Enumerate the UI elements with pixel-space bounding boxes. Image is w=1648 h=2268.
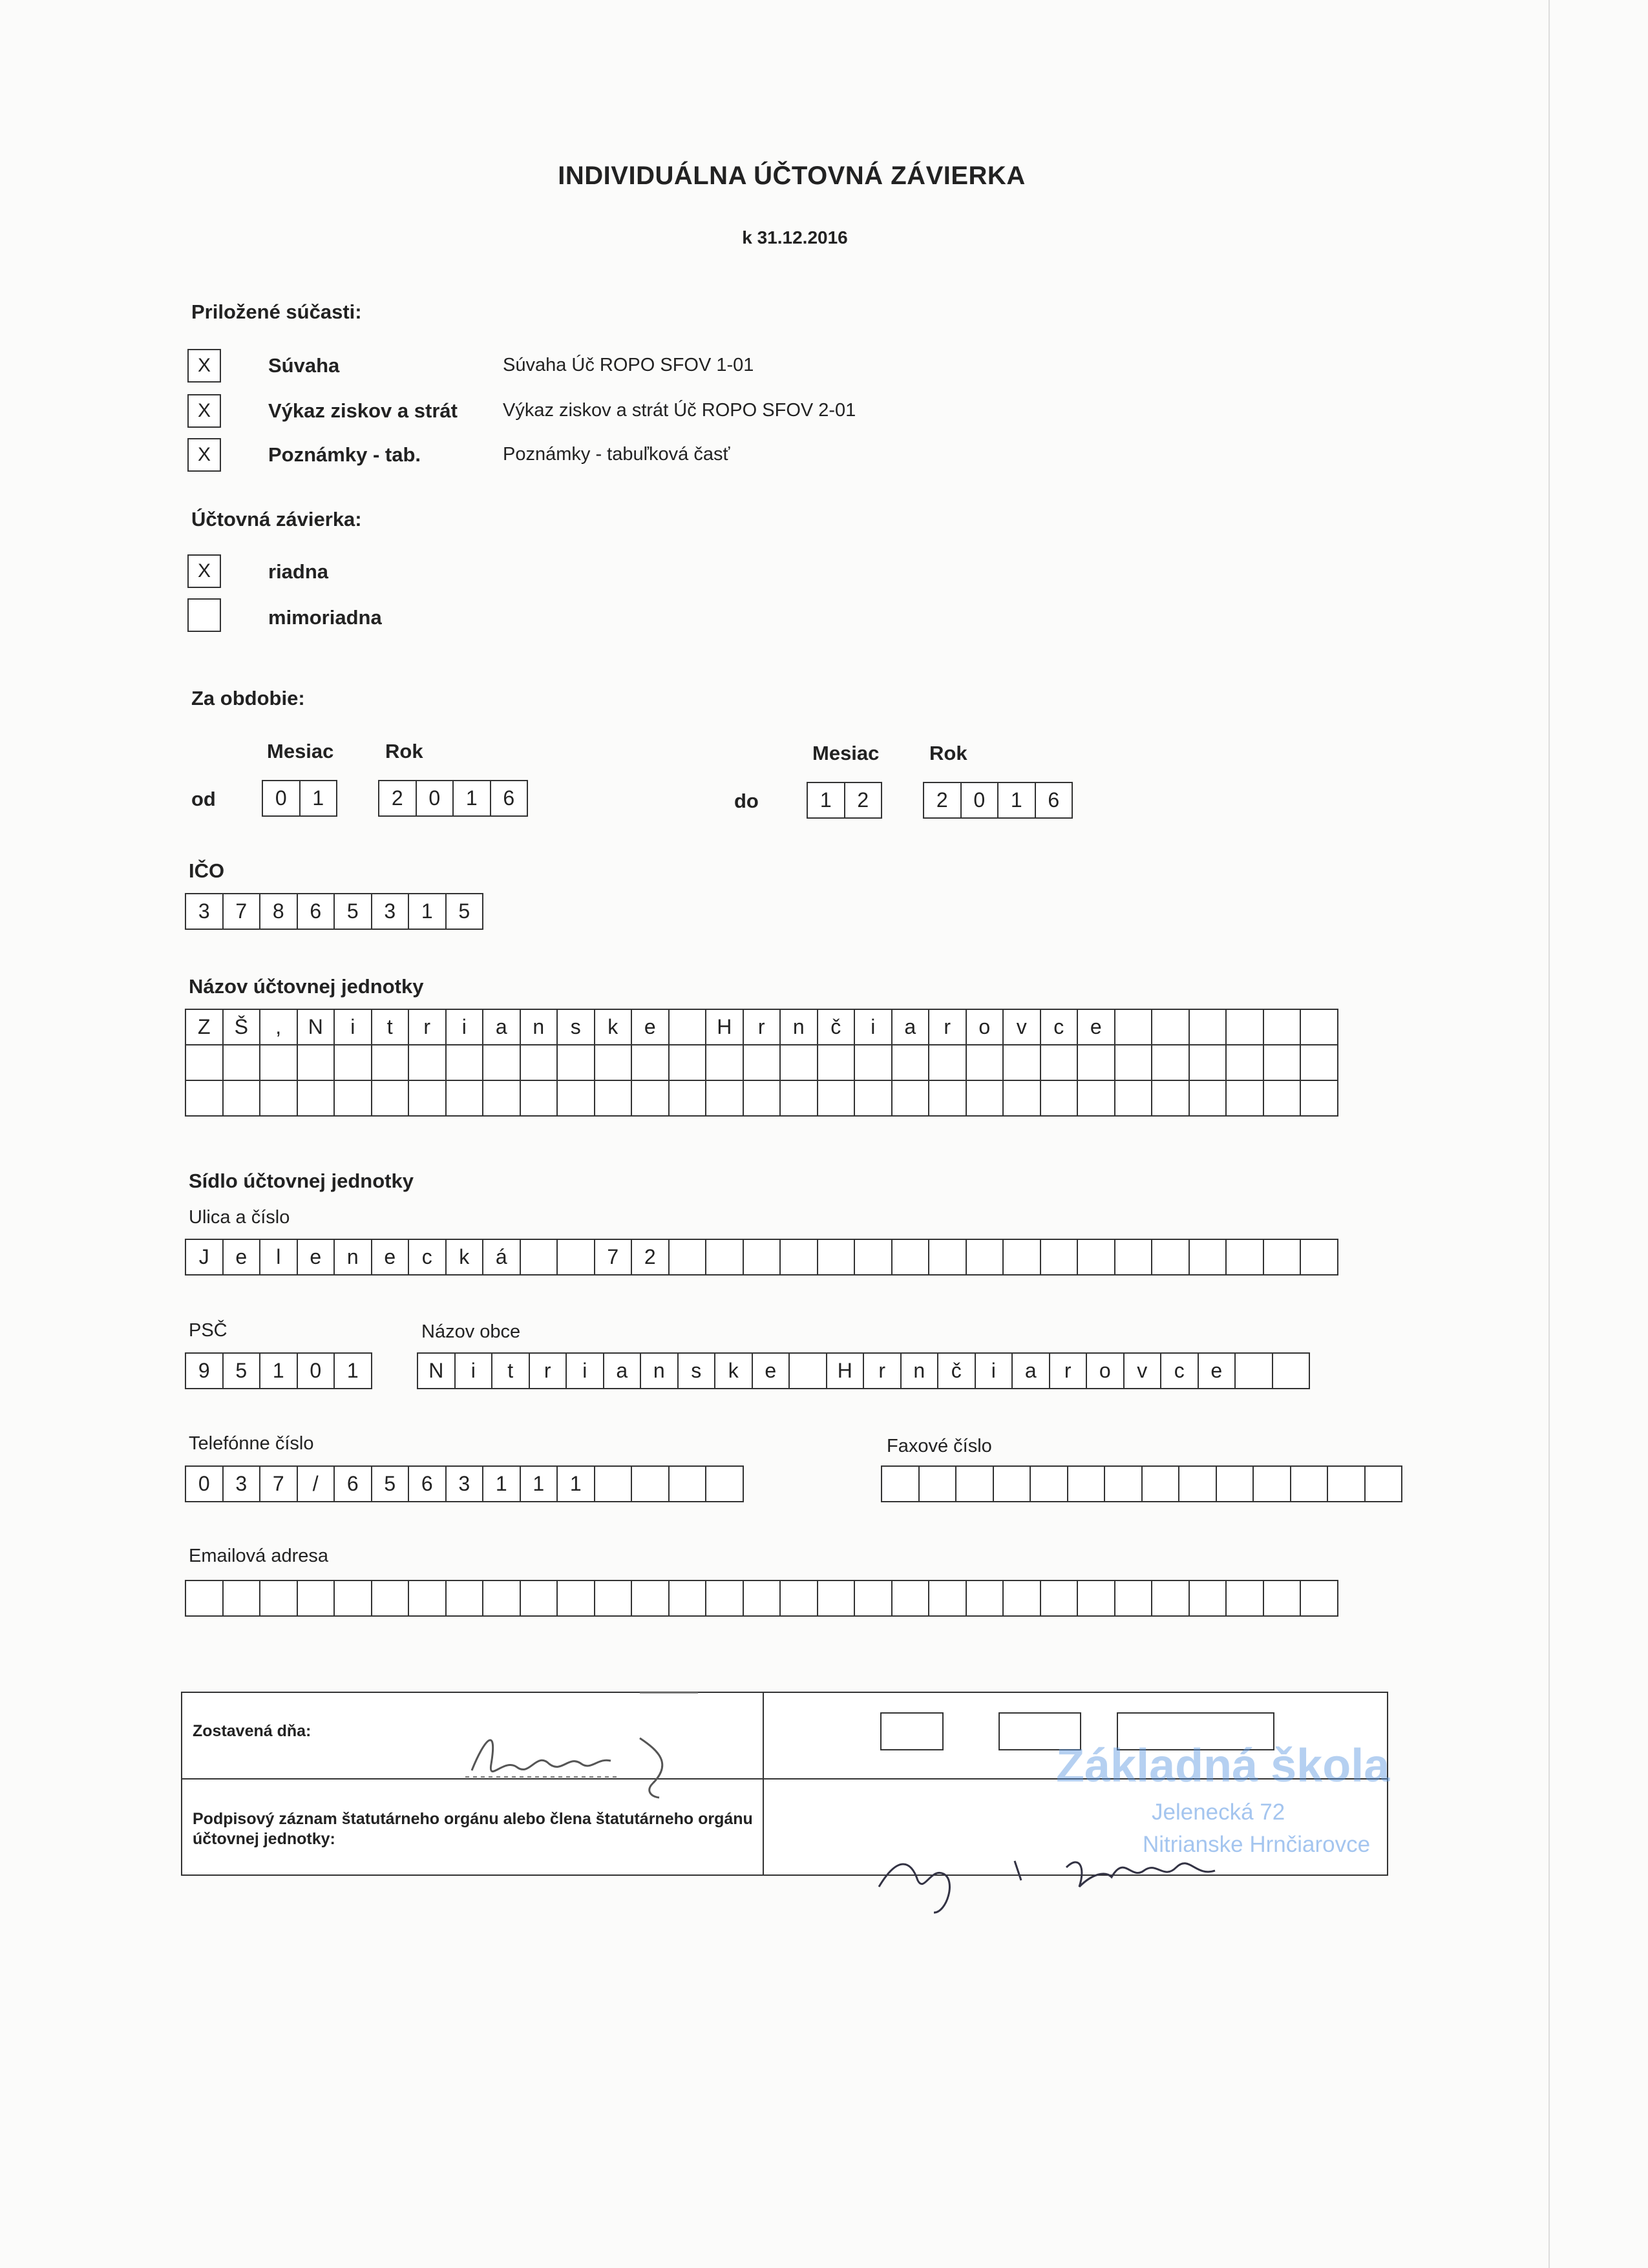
phone-char-cell[interactable]: 1 <box>556 1465 595 1502</box>
entity-name-char-cell[interactable] <box>928 1044 967 1081</box>
phone-char-cell[interactable]: 1 <box>520 1465 558 1502</box>
email-char-cell[interactable] <box>1225 1580 1264 1617</box>
ico-digit-cell[interactable]: 7 <box>222 893 261 930</box>
psc-field[interactable] <box>185 1352 372 1389</box>
attachment-label-vykaz: Výkaz ziskov a strát <box>268 399 458 422</box>
phone-char-cell[interactable]: 3 <box>445 1465 484 1502</box>
entity-name-char-cell[interactable] <box>631 1044 670 1081</box>
entity-name-char-cell[interactable]: a <box>482 1009 521 1045</box>
entity-name-char-cell[interactable] <box>817 1080 856 1117</box>
town-char-cell[interactable]: i <box>975 1352 1013 1389</box>
email-char-cell[interactable] <box>1002 1580 1041 1617</box>
entity-name-char-cell[interactable] <box>779 1044 818 1081</box>
school-stamp: Základná škola <box>1056 1740 1390 1792</box>
fax-char-cell[interactable] <box>1252 1465 1291 1502</box>
town-field[interactable] <box>417 1352 1310 1389</box>
phone-char-cell[interactable]: 1 <box>482 1465 521 1502</box>
entity-name-char-cell[interactable] <box>556 1080 595 1117</box>
entity-name-char-cell[interactable] <box>333 1044 372 1081</box>
entity-name-char-cell[interactable] <box>408 1080 447 1117</box>
entity-name-char-cell[interactable] <box>1114 1080 1153 1117</box>
entity-name-char-cell[interactable] <box>743 1080 781 1117</box>
street-char-cell[interactable] <box>1077 1239 1115 1276</box>
town-char-cell[interactable]: r <box>529 1352 567 1389</box>
entity-name-row[interactable] <box>185 1044 1338 1081</box>
email-char-cell[interactable] <box>817 1580 856 1617</box>
fax-char-cell[interactable] <box>955 1465 994 1502</box>
psc-digit-cell[interactable]: 5 <box>222 1352 261 1389</box>
entity-name-char-cell[interactable] <box>891 1044 930 1081</box>
fax-char-cell[interactable] <box>1364 1465 1403 1502</box>
entity-name-char-cell[interactable] <box>668 1009 707 1045</box>
handwritten-signature-2 <box>872 1816 1273 1919</box>
fax-char-cell[interactable] <box>918 1465 957 1502</box>
town-char-cell[interactable]: r <box>863 1352 902 1389</box>
street-char-cell[interactable]: k <box>445 1239 484 1276</box>
street-char-cell[interactable]: e <box>371 1239 410 1276</box>
entity-name-char-cell[interactable]: c <box>1040 1009 1079 1045</box>
school-stamp-line1: Jelenecká 72 <box>1152 1800 1285 1825</box>
street-char-cell[interactable] <box>1114 1239 1153 1276</box>
street-char-cell[interactable] <box>1040 1239 1079 1276</box>
entity-name-char-cell[interactable] <box>1151 1080 1190 1117</box>
entity-name-char-cell[interactable] <box>594 1080 633 1117</box>
entity-name-char-cell[interactable] <box>1114 1044 1153 1081</box>
email-char-cell[interactable] <box>408 1580 447 1617</box>
fax-char-cell[interactable] <box>1141 1465 1180 1502</box>
fax-field[interactable] <box>881 1465 1402 1502</box>
email-char-cell[interactable] <box>1077 1580 1115 1617</box>
entity-name-char-cell[interactable]: v <box>1002 1009 1041 1045</box>
phone-label: Telefónne číslo <box>189 1433 314 1454</box>
attachment-desc-poznamky: Poznámky - tabuľková časť <box>503 444 730 465</box>
document-title: INDIVIDUÁLNA ÚČTOVNÁ ZÁVIERKA <box>558 162 1026 190</box>
psc-digit-cell[interactable]: 1 <box>333 1352 372 1389</box>
closing-heading: Účtovná závierka: <box>191 508 362 530</box>
entity-name-char-cell[interactable]: s <box>556 1009 595 1045</box>
entity-name-row[interactable] <box>185 1080 1338 1117</box>
digit-cell[interactable]: 1 <box>997 782 1036 819</box>
document-date: k 31.12.2016 <box>742 227 848 247</box>
entity-name-char-cell[interactable]: , <box>259 1009 298 1045</box>
to-month-field[interactable] <box>807 782 882 819</box>
fax-char-cell[interactable] <box>881 1465 920 1502</box>
phone-char-cell[interactable] <box>705 1465 744 1502</box>
street-char-cell[interactable]: n <box>333 1239 372 1276</box>
entity-name-char-cell[interactable] <box>222 1044 261 1081</box>
town-char-cell[interactable]: i <box>565 1352 604 1389</box>
entity-name-char-cell[interactable] <box>1300 1009 1338 1045</box>
from-year-field[interactable] <box>378 780 528 817</box>
entity-name-label: Názov účtovnej jednotky <box>189 975 424 998</box>
closing-label-riadna: riadna <box>268 560 329 583</box>
fax-char-cell[interactable] <box>1216 1465 1254 1502</box>
digit-cell[interactable]: 1 <box>299 780 338 817</box>
to-year-field[interactable] <box>923 782 1073 819</box>
entity-name-char-cell[interactable] <box>817 1044 856 1081</box>
phone-char-cell[interactable]: 6 <box>408 1465 447 1502</box>
street-char-cell[interactable] <box>1225 1239 1264 1276</box>
digit-cell[interactable]: 1 <box>452 780 491 817</box>
town-char-cell[interactable]: n <box>900 1352 939 1389</box>
digit-cell[interactable]: 0 <box>416 780 454 817</box>
entity-name-char-cell[interactable] <box>408 1044 447 1081</box>
closing-checkbox-mimoriadna[interactable] <box>187 598 221 632</box>
town-char-cell[interactable]: n <box>640 1352 679 1389</box>
ico-digit-cell[interactable]: 1 <box>408 893 447 930</box>
to-year-label: Rok <box>929 742 967 764</box>
entity-name-char-cell[interactable] <box>705 1044 744 1081</box>
entity-name-char-cell[interactable] <box>1263 1009 1302 1045</box>
entity-name-char-cell[interactable]: r <box>743 1009 781 1045</box>
entity-name-char-cell[interactable] <box>556 1044 595 1081</box>
fax-char-cell[interactable] <box>1327 1465 1366 1502</box>
entity-name-char-cell[interactable] <box>222 1080 261 1117</box>
entity-name-char-cell[interactable] <box>1114 1009 1153 1045</box>
entity-name-char-cell[interactable] <box>743 1044 781 1081</box>
entity-name-char-cell[interactable] <box>185 1044 224 1081</box>
town-char-cell[interactable]: k <box>714 1352 753 1389</box>
town-label: Názov obce <box>421 1321 521 1342</box>
phone-char-cell[interactable] <box>668 1465 707 1502</box>
email-char-cell[interactable] <box>779 1580 818 1617</box>
entity-name-char-cell[interactable] <box>928 1080 967 1117</box>
phone-field[interactable] <box>185 1465 744 1502</box>
entity-name-char-cell[interactable]: k <box>594 1009 633 1045</box>
entity-name-row[interactable] <box>185 1009 1338 1045</box>
entity-name-char-cell[interactable] <box>668 1044 707 1081</box>
entity-name-char-cell[interactable] <box>1300 1044 1338 1081</box>
entity-name-char-cell[interactable] <box>185 1080 224 1117</box>
entity-name-char-cell[interactable] <box>520 1044 558 1081</box>
digit-cell[interactable]: 2 <box>844 782 883 819</box>
entity-name-char-cell[interactable] <box>1077 1080 1115 1117</box>
digit-cell[interactable]: 1 <box>807 782 845 819</box>
street-char-cell[interactable] <box>1151 1239 1190 1276</box>
street-char-cell[interactable] <box>705 1239 744 1276</box>
from-label: od <box>191 788 216 810</box>
entity-name-char-cell[interactable] <box>1263 1044 1302 1081</box>
email-char-cell[interactable] <box>1114 1580 1153 1617</box>
entity-name-char-cell[interactable]: Š <box>222 1009 261 1045</box>
street-char-cell[interactable] <box>966 1239 1004 1276</box>
attachment-label-suvaha: Súvaha <box>268 354 340 377</box>
street-char-cell[interactable]: e <box>222 1239 261 1276</box>
school-stamp-line2: Nitrianske Hrnčiarovce <box>1143 1832 1371 1857</box>
town-char-cell[interactable]: v <box>1123 1352 1162 1389</box>
street-char-cell[interactable] <box>668 1239 707 1276</box>
fax-char-cell[interactable] <box>1067 1465 1106 1502</box>
street-char-cell[interactable] <box>743 1239 781 1276</box>
phone-char-cell[interactable]: / <box>297 1465 335 1502</box>
email-char-cell[interactable] <box>705 1580 744 1617</box>
phone-char-cell[interactable]: 0 <box>185 1465 224 1502</box>
fax-char-cell[interactable] <box>1030 1465 1068 1502</box>
attachment-checkbox-suvaha[interactable]: X <box>187 349 221 383</box>
street-char-cell[interactable]: 7 <box>594 1239 633 1276</box>
entity-name-char-cell[interactable]: e <box>631 1009 670 1045</box>
ico-digit-cell[interactable]: 5 <box>333 893 372 930</box>
street-char-cell[interactable]: á <box>482 1239 521 1276</box>
entity-name-char-cell[interactable]: H <box>705 1009 744 1045</box>
town-char-cell[interactable]: c <box>1160 1352 1199 1389</box>
town-char-cell[interactable]: N <box>417 1352 456 1389</box>
entity-name-char-cell[interactable] <box>1077 1044 1115 1081</box>
closing-label-mimoriadna: mimoriadna <box>268 606 382 629</box>
phone-char-cell[interactable]: 7 <box>259 1465 298 1502</box>
fax-char-cell[interactable] <box>1104 1465 1143 1502</box>
town-char-cell[interactable] <box>788 1352 827 1389</box>
email-char-cell[interactable] <box>482 1580 521 1617</box>
street-char-cell[interactable] <box>1002 1239 1041 1276</box>
compiled-day-box[interactable] <box>880 1712 944 1750</box>
entity-name-char-cell[interactable]: č <box>817 1009 856 1045</box>
town-char-cell[interactable] <box>1234 1352 1273 1389</box>
fax-char-cell[interactable] <box>1178 1465 1217 1502</box>
email-char-cell[interactable] <box>1263 1580 1302 1617</box>
email-char-cell[interactable] <box>631 1580 670 1617</box>
entity-name-char-cell[interactable]: o <box>966 1009 1004 1045</box>
street-char-cell[interactable] <box>1263 1239 1302 1276</box>
email-char-cell[interactable] <box>333 1580 372 1617</box>
digit-cell[interactable]: 6 <box>490 780 529 817</box>
entity-name-char-cell[interactable] <box>1002 1080 1041 1117</box>
attachment-checkbox-vykaz[interactable]: X <box>187 394 221 428</box>
entity-name-char-cell[interactable] <box>966 1080 1004 1117</box>
from-month-label: Mesiac <box>267 740 334 762</box>
email-char-cell[interactable] <box>259 1580 298 1617</box>
phone-char-cell[interactable]: 6 <box>333 1465 372 1502</box>
email-char-cell[interactable] <box>854 1580 893 1617</box>
to-month-label: Mesiac <box>812 742 880 764</box>
psc-digit-cell[interactable]: 0 <box>297 1352 335 1389</box>
town-char-cell[interactable]: i <box>454 1352 493 1389</box>
email-char-cell[interactable] <box>185 1580 224 1617</box>
entity-name-char-cell[interactable] <box>1225 1009 1264 1045</box>
entity-name-char-cell[interactable] <box>1188 1080 1227 1117</box>
entity-name-char-cell[interactable] <box>1151 1009 1190 1045</box>
attachment-desc-vykaz: Výkaz ziskov a strát Úč ROPO SFOV 2-01 <box>503 400 856 421</box>
entity-name-char-cell[interactable] <box>1151 1044 1190 1081</box>
digit-cell[interactable]: 0 <box>262 780 301 817</box>
street-char-cell[interactable] <box>779 1239 818 1276</box>
entity-name-char-cell[interactable] <box>1263 1080 1302 1117</box>
psc-digit-cell[interactable]: 1 <box>259 1352 298 1389</box>
entity-name-field[interactable] <box>185 1009 1338 1117</box>
page-edge <box>1548 0 1550 2268</box>
ico-label: IČO <box>189 859 225 882</box>
phone-char-cell[interactable] <box>631 1465 670 1502</box>
from-month-field[interactable] <box>262 780 337 817</box>
street-char-cell[interactable] <box>520 1239 558 1276</box>
street-char-cell[interactable] <box>854 1239 893 1276</box>
street-field[interactable] <box>185 1239 1338 1276</box>
email-char-cell[interactable] <box>668 1580 707 1617</box>
from-year-label: Rok <box>385 740 423 762</box>
street-char-cell[interactable]: l <box>259 1239 298 1276</box>
email-char-cell[interactable] <box>556 1580 595 1617</box>
closing-checkbox-riadna[interactable]: X <box>187 554 221 588</box>
entity-name-char-cell[interactable] <box>631 1080 670 1117</box>
email-char-cell[interactable] <box>928 1580 967 1617</box>
entity-name-char-cell[interactable] <box>1300 1080 1338 1117</box>
entity-name-char-cell[interactable] <box>297 1080 335 1117</box>
street-char-cell[interactable] <box>817 1239 856 1276</box>
email-label: Emailová adresa <box>189 1546 328 1566</box>
entity-name-char-cell[interactable] <box>594 1044 633 1081</box>
street-char-cell[interactable]: 2 <box>631 1239 670 1276</box>
town-char-cell[interactable]: a <box>1011 1352 1050 1389</box>
entity-name-char-cell[interactable]: i <box>854 1009 893 1045</box>
ico-digit-cell[interactable]: 8 <box>259 893 298 930</box>
street-char-cell[interactable]: J <box>185 1239 224 1276</box>
street-char-cell[interactable] <box>928 1239 967 1276</box>
entity-name-char-cell[interactable] <box>854 1044 893 1081</box>
entity-name-char-cell[interactable] <box>668 1080 707 1117</box>
entity-name-char-cell[interactable]: N <box>297 1009 335 1045</box>
town-char-cell[interactable]: t <box>491 1352 530 1389</box>
phone-char-cell[interactable]: 3 <box>222 1465 261 1502</box>
ico-digit-cell[interactable]: 5 <box>445 893 484 930</box>
entity-name-char-cell[interactable] <box>854 1080 893 1117</box>
town-char-cell[interactable]: č <box>937 1352 976 1389</box>
ico-digit-cell[interactable]: 3 <box>371 893 410 930</box>
street-char-cell[interactable] <box>556 1239 595 1276</box>
digit-cell[interactable]: 2 <box>923 782 962 819</box>
street-char-cell[interactable] <box>1300 1239 1338 1276</box>
entity-name-char-cell[interactable] <box>371 1044 410 1081</box>
entity-name-char-cell[interactable] <box>1002 1044 1041 1081</box>
entity-name-char-cell[interactable] <box>705 1080 744 1117</box>
entity-name-char-cell[interactable] <box>259 1080 298 1117</box>
entity-name-char-cell[interactable]: n <box>779 1009 818 1045</box>
phone-char-cell[interactable] <box>594 1465 633 1502</box>
handwritten-signature-1 <box>427 1680 711 1803</box>
street-char-cell[interactable]: e <box>297 1239 335 1276</box>
street-label: Ulica a číslo <box>189 1207 290 1228</box>
seat-label: Sídlo účtovnej jednotky <box>189 1170 414 1192</box>
fax-char-cell[interactable] <box>993 1465 1031 1502</box>
town-char-cell[interactable] <box>1272 1352 1311 1389</box>
town-char-cell[interactable]: s <box>677 1352 716 1389</box>
street-char-cell[interactable]: c <box>408 1239 447 1276</box>
to-label: do <box>734 790 759 812</box>
email-char-cell[interactable] <box>222 1580 261 1617</box>
entity-name-char-cell[interactable]: i <box>445 1009 484 1045</box>
entity-name-char-cell[interactable] <box>445 1080 484 1117</box>
entity-name-char-cell[interactable]: r <box>928 1009 967 1045</box>
email-char-cell[interactable] <box>445 1580 484 1617</box>
entity-name-char-cell[interactable] <box>371 1080 410 1117</box>
attachment-checkbox-poznamky[interactable]: X <box>187 438 221 472</box>
street-char-cell[interactable] <box>1188 1239 1227 1276</box>
fax-label: Faxové číslo <box>887 1436 992 1456</box>
digit-cell[interactable]: 2 <box>378 780 417 817</box>
psc-digit-cell[interactable]: 9 <box>185 1352 224 1389</box>
psc-label: PSČ <box>189 1320 227 1341</box>
entity-name-char-cell[interactable] <box>297 1044 335 1081</box>
entity-name-char-cell[interactable] <box>891 1080 930 1117</box>
ico-field[interactable] <box>185 893 483 930</box>
town-char-cell[interactable]: H <box>826 1352 865 1389</box>
town-char-cell[interactable]: o <box>1086 1352 1125 1389</box>
ico-digit-cell[interactable]: 3 <box>185 893 224 930</box>
attachment-label-poznamky: Poznámky - tab. <box>268 443 421 466</box>
period-heading: Za obdobie: <box>191 687 305 709</box>
email-char-cell[interactable] <box>1151 1580 1190 1617</box>
email-char-cell[interactable] <box>594 1580 633 1617</box>
email-char-cell[interactable] <box>891 1580 930 1617</box>
phone-char-cell[interactable]: 5 <box>371 1465 410 1502</box>
entity-name-char-cell[interactable] <box>333 1080 372 1117</box>
entity-name-char-cell[interactable] <box>1225 1044 1264 1081</box>
entity-name-char-cell[interactable] <box>482 1080 521 1117</box>
signature-divider <box>763 1692 764 1876</box>
digit-cell[interactable]: 0 <box>960 782 999 819</box>
entity-name-char-cell[interactable]: n <box>520 1009 558 1045</box>
email-char-cell[interactable] <box>371 1580 410 1617</box>
entity-name-char-cell[interactable] <box>1040 1080 1079 1117</box>
entity-name-char-cell[interactable]: Z <box>185 1009 224 1045</box>
entity-name-char-cell[interactable]: i <box>333 1009 372 1045</box>
entity-name-char-cell[interactable] <box>1040 1044 1079 1081</box>
street-char-cell[interactable] <box>891 1239 930 1276</box>
town-char-cell[interactable]: a <box>603 1352 642 1389</box>
entity-name-char-cell[interactable] <box>1188 1044 1227 1081</box>
entity-name-char-cell[interactable] <box>1225 1080 1264 1117</box>
compiled-date-label: Zostavená dňa: <box>193 1722 312 1740</box>
email-char-cell[interactable] <box>1040 1580 1079 1617</box>
entity-name-char-cell[interactable] <box>1188 1009 1227 1045</box>
entity-name-char-cell[interactable] <box>482 1044 521 1081</box>
email-char-cell[interactable] <box>297 1580 335 1617</box>
digit-cell[interactable]: 6 <box>1035 782 1073 819</box>
email-char-cell[interactable] <box>743 1580 781 1617</box>
email-field[interactable] <box>185 1580 1338 1617</box>
email-char-cell[interactable] <box>520 1580 558 1617</box>
ico-digit-cell[interactable]: 6 <box>297 893 335 930</box>
attachments-heading: Priložené súčasti: <box>191 300 362 323</box>
fax-char-cell[interactable] <box>1290 1465 1329 1502</box>
attachment-desc-suvaha: Súvaha Úč ROPO SFOV 1-01 <box>503 355 754 375</box>
email-char-cell[interactable] <box>1188 1580 1227 1617</box>
entity-name-char-cell[interactable]: t <box>371 1009 410 1045</box>
email-char-cell[interactable] <box>966 1580 1004 1617</box>
town-char-cell[interactable]: r <box>1049 1352 1088 1389</box>
entity-name-char-cell[interactable]: r <box>408 1009 447 1045</box>
entity-name-char-cell[interactable] <box>966 1044 1004 1081</box>
town-char-cell[interactable]: e <box>1198 1352 1236 1389</box>
town-char-cell[interactable]: e <box>752 1352 790 1389</box>
entity-name-char-cell[interactable]: e <box>1077 1009 1115 1045</box>
entity-name-char-cell[interactable] <box>779 1080 818 1117</box>
signature-record-label: Podpisový záznam štatutárneho orgánu alebo člena štatutárneho orgánu účtovnej jednotky: <box>193 1810 753 1848</box>
entity-name-char-cell[interactable]: a <box>891 1009 930 1045</box>
entity-name-char-cell[interactable] <box>445 1044 484 1081</box>
entity-name-char-cell[interactable] <box>520 1080 558 1117</box>
entity-name-char-cell[interactable] <box>259 1044 298 1081</box>
email-char-cell[interactable] <box>1300 1580 1338 1617</box>
